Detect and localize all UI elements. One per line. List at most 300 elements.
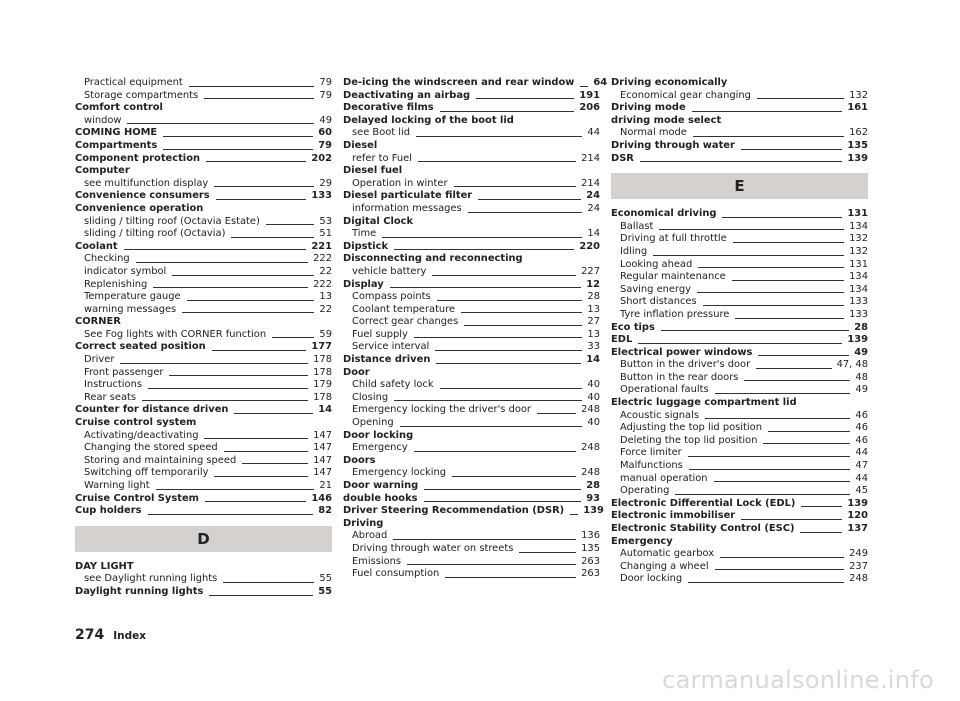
leader-line [172, 275, 314, 276]
index-column-2 [343, 77, 608, 581]
leader-line [205, 501, 306, 502]
index-entry-emissions [343, 556, 600, 569]
leader-line [440, 388, 583, 389]
index-heading-driving-mode-select: driving mode select [611, 114, 722, 126]
entry-term: Electronic Stability Control (ESC) [611, 523, 795, 534]
index-heading-disconnecting-and-reconnecting: Disconnecting and reconnecting [343, 253, 523, 265]
entry-term: Correct gear changes [352, 316, 459, 328]
entry-term: see Daylight running lights [84, 573, 218, 585]
entry-page-number: 14 [586, 354, 600, 366]
entry-term: Changing the stored speed [84, 442, 218, 454]
index-entry-compass-points [343, 291, 600, 304]
entry-term: Driving through water [611, 139, 735, 151]
entry-page-number: 177 [311, 341, 332, 353]
entry-page-number: 147 [313, 454, 332, 466]
entry-page-number: 221 [311, 240, 332, 252]
leader-line [182, 312, 314, 313]
index-entry-short-distances [611, 296, 868, 309]
leader-line [732, 280, 844, 281]
index-entry-correct-seated-position [75, 341, 332, 354]
leader-line [148, 514, 314, 515]
entry-term: Activating/deactivating [84, 429, 199, 441]
index-entry-warning-light [75, 480, 332, 493]
entry-term: Convenience consumers [75, 190, 210, 202]
index-heading-driving-economically: Driving economically [611, 77, 728, 88]
index-heading-delayed-locking-of-the-boot-lid: Delayed locking of the boot lid [343, 114, 514, 126]
leader-line [519, 552, 576, 553]
leader-line [394, 400, 582, 401]
watermark: carmanualsonline.info [662, 666, 934, 694]
entry-term: Electronic Differential Lock (EDL) [611, 497, 796, 509]
entry-term: Switching off temporarily [84, 467, 209, 479]
entry-term: Practical equipment [84, 77, 183, 88]
index-entry-double-hooks [343, 493, 600, 506]
index-entry-storage-compartments [75, 90, 332, 103]
entry-page-number: 46 [855, 422, 868, 434]
entry-page-number: 202 [311, 152, 332, 164]
entry-page-number: 47, 48 [836, 359, 868, 371]
entry-term: Child safety lock [352, 379, 434, 391]
entry-term: window [84, 114, 122, 126]
entry-page-number: 214 [581, 177, 600, 189]
entry-term: Driving through water on streets [352, 542, 514, 554]
entry-term: De-icing the windscreen and rear window [343, 77, 575, 88]
entry-term: Deactivating an airbag [343, 89, 471, 101]
index-entry-emergency-locking-the-driver-s-door [343, 404, 600, 417]
index-heading-diesel-fuel: Diesel fuel [343, 165, 403, 177]
index-entry-looking-ahead [611, 259, 868, 272]
index-entry-coming-home [75, 127, 332, 140]
entry-term: Economical gear changing [620, 89, 751, 101]
entry-page-number: 220 [579, 240, 600, 252]
entry-page-number: 161 [847, 102, 868, 114]
entry-page-number: 24 [586, 190, 600, 202]
index-entry-ballast [611, 221, 868, 234]
index-entry-electronic-immobiliser [611, 510, 868, 523]
entry-page-number: 147 [313, 429, 332, 441]
index-heading-corner: CORNER [75, 316, 121, 328]
leader-line [653, 255, 844, 256]
leader-line [382, 237, 582, 238]
leader-line [272, 337, 314, 338]
entry-page-number: 13 [587, 328, 600, 340]
leader-line [424, 489, 581, 490]
leader-line [120, 363, 308, 364]
index-entry-emergency-locking [343, 467, 600, 480]
leader-line [414, 337, 583, 338]
leader-line [675, 494, 850, 495]
entry-term: Checking [84, 253, 130, 265]
entry-term: Driver [84, 354, 115, 366]
entry-term: Compass points [352, 291, 431, 303]
index-entry-sliding-tilting-roof-octavia-estate [75, 216, 332, 229]
index-entry-time [343, 228, 600, 241]
entry-page-number: 29 [319, 177, 332, 189]
entry-page-number: 249 [849, 548, 868, 560]
entry-page-number: 248 [581, 404, 600, 416]
leader-line [424, 501, 582, 502]
entry-page-number: 59 [319, 328, 332, 340]
index-entry-door-warning [343, 480, 600, 493]
index-entry-convenience-consumers [75, 190, 332, 203]
index-entry-driver [75, 354, 332, 367]
entry-page-number: 64 [593, 77, 608, 88]
leader-line [468, 212, 583, 213]
index-heading-diesel: Diesel [343, 139, 378, 151]
entry-page-number: 133 [849, 296, 868, 308]
entry-term: Fuel supply [352, 328, 408, 340]
entry-page-number: 55 [319, 573, 332, 585]
entry-term: Button in the driver's door [620, 359, 751, 371]
index-entry-switching-off-temporarily [75, 467, 332, 480]
index-heading-day-light: DAY LIGHT [75, 560, 134, 572]
index-heading-electric-luggage-compartment-lid: Electric luggage compartment lid [611, 397, 797, 409]
entry-page-number: 13 [587, 303, 600, 315]
entry-term: Time [352, 228, 377, 240]
entry-page-number: 28 [854, 321, 868, 333]
entry-page-number: 134 [849, 283, 868, 295]
entry-term: Button in the rear doors [620, 371, 739, 383]
leader-line [454, 186, 577, 187]
entry-term: Tyre inflation pressure [620, 308, 730, 320]
entry-term: Short distances [620, 296, 697, 308]
index-entry-malfunctions [611, 460, 868, 473]
entry-page-number: 132 [849, 89, 868, 101]
leader-line [476, 98, 574, 99]
leader-line [478, 199, 581, 200]
entry-page-number: 49 [319, 114, 332, 126]
leader-line [640, 161, 842, 162]
entry-term: COMING HOME [75, 127, 158, 139]
entry-page-number: 132 [849, 245, 868, 257]
entry-page-number: 248 [581, 442, 600, 454]
entry-term: Idling [620, 245, 648, 257]
index-entry-deactivating-an-airbag [343, 90, 600, 103]
leader-line [638, 343, 842, 344]
leader-line [390, 287, 582, 288]
index-entry-operation-in-winter [343, 178, 600, 191]
entry-page-number: 248 [581, 467, 600, 479]
entry-page-number: 24 [587, 202, 600, 214]
entry-term: Closing [352, 391, 389, 403]
entry-term: Operational faults [620, 384, 709, 396]
entry-term: see multifunction display [84, 177, 209, 189]
entry-term: Service interval [352, 341, 430, 353]
entry-term: Storing and maintaining speed [84, 454, 237, 466]
entry-term: Fuel consumption [352, 568, 440, 580]
entry-page-number: 45 [855, 485, 868, 497]
entry-page-number: 14 [318, 404, 332, 416]
entry-page-number: 46 [855, 409, 868, 421]
entry-term: DSR [611, 152, 634, 164]
entry-term: Saving energy [620, 283, 691, 295]
index-entry-electronic-stability-control-esc [611, 523, 868, 536]
index-entry-edl [611, 334, 868, 347]
leader-line [715, 393, 851, 394]
index-entry-changing-the-stored-speed [75, 442, 332, 455]
index-entry-deleting-the-top-lid-position [611, 435, 868, 448]
index-entry-cruise-control-system [75, 493, 332, 506]
leader-line [801, 506, 842, 507]
entry-term: Driver Steering Recommendation (DSR) [343, 505, 565, 517]
leader-line [418, 161, 576, 162]
leader-line [234, 413, 313, 414]
entry-page-number: 263 [581, 568, 600, 580]
entry-page-number: 53 [319, 215, 332, 227]
entry-term: Compartments [75, 139, 158, 151]
index-entry-distance-driven [343, 354, 600, 367]
leader-line [436, 363, 581, 364]
entry-page-number: 135 [581, 542, 600, 554]
leader-line [209, 595, 313, 596]
index-entry-practical-equipment [75, 77, 332, 90]
index-entry-operational-faults [611, 384, 868, 397]
leader-line [187, 300, 315, 301]
entry-term: Replenishing [84, 278, 148, 290]
entry-term: Display [343, 278, 384, 290]
index-entry-emergency [343, 442, 600, 455]
leader-line [693, 136, 844, 137]
entry-term: Distance driven [343, 354, 431, 366]
entry-page-number: 47 [855, 460, 868, 472]
entry-page-number: 135 [847, 139, 868, 151]
entry-term: Driving mode [611, 102, 686, 114]
index-entry-dsr [611, 153, 868, 166]
index-entry-tyre-inflation-pressure [611, 309, 868, 322]
leader-line [659, 229, 844, 230]
index-entry-acoustic-signals [611, 410, 868, 423]
index-entry-checking [75, 253, 332, 266]
leader-line [169, 375, 308, 376]
index-entry-window [75, 115, 332, 128]
leader-line [156, 489, 315, 490]
leader-line [216, 199, 307, 200]
index-entry-saving-energy [611, 284, 868, 297]
index-entry-warning-messages [75, 304, 332, 317]
entry-page-number: 131 [847, 208, 868, 220]
index-entry-decorative-films [343, 102, 600, 115]
index-entry-automatic-gearbox [611, 548, 868, 561]
entry-page-number: 222 [313, 253, 332, 265]
index-entry-adjusting-the-top-lid-position [611, 422, 868, 435]
entry-page-number: 227 [581, 265, 600, 277]
index-entry-rear-seats [75, 392, 332, 405]
entry-page-number: 79 [318, 139, 332, 151]
index-entry-front-passenger [75, 367, 332, 380]
index-entry-coolant [75, 241, 332, 254]
entry-page-number: 82 [318, 505, 332, 517]
leader-line [537, 413, 576, 414]
entry-term: Eco tips [611, 321, 655, 333]
index-entry-economical-gear-changing [611, 90, 868, 103]
entry-term: see Boot lid [352, 127, 411, 139]
leader-line [661, 330, 849, 331]
index-heading-computer: Computer [75, 165, 130, 177]
entry-term: Changing a wheel [620, 560, 709, 572]
leader-line [722, 217, 842, 218]
leader-line [394, 249, 574, 250]
entry-page-number: 146 [311, 492, 332, 504]
index-entry-fuel-consumption [343, 568, 600, 581]
leader-line [416, 136, 582, 137]
entry-term: refer to Fuel [352, 152, 412, 164]
index-entry-see-daylight-running-lights [75, 573, 332, 586]
leader-line [400, 426, 583, 427]
page-number: 274 [75, 627, 105, 643]
leader-line [445, 577, 576, 578]
index-entry-abroad [343, 530, 600, 543]
entry-page-number: 139 [847, 334, 868, 346]
entry-page-number: 33 [587, 341, 600, 353]
entry-page-number: 139 [847, 152, 868, 164]
entry-term: Cruise Control System [75, 492, 199, 504]
entry-page-number: 49 [854, 346, 868, 358]
entry-term: Ballast [620, 220, 654, 232]
leader-line [204, 98, 314, 99]
index-entry-compartments [75, 140, 332, 153]
entry-page-number: 237 [849, 560, 868, 572]
entry-page-number: 21 [319, 480, 332, 491]
entry-term: Diesel particulate filter [343, 190, 473, 202]
leader-line [452, 476, 576, 477]
index-heading-doors: Doors [343, 454, 376, 466]
entry-page-number: 51 [319, 228, 332, 240]
leader-line [715, 569, 845, 570]
entry-term: Emissions [352, 555, 402, 567]
entry-term: Emergency locking the driver's door [352, 404, 531, 416]
leader-line [189, 86, 315, 87]
index-entry-counter-for-distance-driven [75, 404, 332, 417]
leader-line [705, 418, 850, 419]
entry-term: Door warning [343, 480, 419, 491]
index-entry-daylight-running-lights [75, 586, 332, 599]
entry-term: Decorative films [343, 102, 434, 114]
leader-line [440, 111, 575, 112]
entry-term: Regular maintenance [620, 271, 726, 283]
entry-page-number: 22 [319, 265, 332, 277]
leader-line [768, 431, 850, 432]
leader-line [407, 564, 576, 565]
index-entry-de-icing-the-windscreen-and-rear-window [343, 77, 608, 90]
entry-term: Counter for distance driven [75, 404, 229, 416]
entry-page-number: 120 [847, 510, 868, 522]
entry-page-number: 79 [319, 89, 332, 101]
index-entry-sliding-tilting-roof-octavia [75, 228, 332, 241]
index-heading-door-locking: Door locking [343, 429, 414, 441]
index-entry-cup-holders [75, 505, 332, 518]
entry-term: Rear seats [84, 391, 137, 403]
leader-line [204, 438, 308, 439]
entry-term: warning messages [84, 303, 177, 315]
entry-page-number: 178 [313, 354, 332, 366]
leader-line [756, 368, 831, 369]
entry-term: Daylight running lights [75, 585, 204, 597]
entry-page-number: 178 [313, 366, 332, 378]
entry-term: Opening [352, 417, 394, 429]
leader-line [124, 249, 307, 250]
entry-page-number: 49 [855, 384, 868, 396]
leader-line [692, 111, 843, 112]
index-entry-storing-and-maintaining-speed [75, 455, 332, 468]
entry-term: Emergency [352, 442, 408, 454]
entry-page-number: 46 [855, 434, 868, 446]
leader-line [242, 463, 308, 464]
entry-page-number: 28 [586, 480, 600, 491]
entry-term: indicator symbol [84, 265, 167, 277]
index-heading-driving: Driving [343, 517, 384, 529]
leader-line [720, 557, 844, 558]
entry-page-number: 48 [855, 371, 868, 383]
leader-line [703, 305, 845, 306]
entry-page-number: 40 [587, 379, 600, 391]
leader-line [580, 86, 588, 87]
entry-term: sliding / tilting roof (Octavia Estate) [84, 215, 260, 227]
index-entry-diesel-particulate-filter [343, 190, 600, 203]
entry-page-number: 28 [587, 291, 600, 303]
index-entry-electrical-power-windows [611, 347, 868, 360]
index-entry-dipstick [343, 241, 600, 254]
index-entry-correct-gear-changes [343, 316, 600, 329]
index-column-3 [611, 77, 868, 586]
entry-page-number: 133 [311, 190, 332, 202]
entry-page-number: 40 [587, 391, 600, 403]
leader-line [148, 388, 308, 389]
index-entry-idling [611, 246, 868, 259]
leader-line [163, 136, 313, 137]
index-entry-child-safety-lock [343, 379, 600, 392]
leader-line [464, 325, 582, 326]
entry-term: Electronic immobiliser [611, 510, 736, 522]
entry-page-number: 79 [319, 77, 332, 88]
entry-term: Force limiter [620, 447, 682, 459]
index-entry-economical-driving [611, 208, 868, 221]
entry-term: Correct seated position [75, 341, 206, 353]
leader-line [741, 519, 842, 520]
leader-line [698, 267, 844, 268]
entry-term: Operation in winter [352, 177, 448, 189]
entry-page-number: 133 [849, 308, 868, 320]
index-entry-manual-operation [611, 473, 868, 486]
leader-line [432, 275, 576, 276]
entry-term: Storage compartments [84, 89, 199, 101]
entry-term: double hooks [343, 492, 418, 504]
leader-line [570, 514, 578, 515]
index-entry-closing [343, 392, 600, 405]
entry-term: Coolant [75, 240, 118, 252]
index-entry-regular-maintenance [611, 271, 868, 284]
entry-term: See Fog lights with CORNER function [84, 328, 267, 340]
entry-page-number: 214 [581, 152, 600, 164]
entry-term: manual operation [620, 472, 708, 484]
entry-term: Adjusting the top lid position [620, 422, 762, 434]
index-entry-operating [611, 485, 868, 498]
entry-term: Dipstick [343, 240, 389, 252]
index-heading-convenience-operation: Convenience operation [75, 202, 204, 214]
index-entry-force-limiter [611, 447, 868, 460]
index-entry-component-protection [75, 153, 332, 166]
leader-line [744, 380, 850, 381]
entry-term: Economical driving [611, 208, 717, 220]
index-entry-driving-mode [611, 102, 868, 115]
entry-term: Warning light [84, 480, 150, 491]
letter-section-d: D [75, 526, 332, 552]
index-heading-digital-clock: Digital Clock [343, 215, 414, 227]
entry-term: Front passenger [84, 366, 164, 378]
leader-line [266, 224, 315, 225]
page-footer [75, 627, 146, 643]
entry-page-number: 93 [586, 492, 600, 504]
index-heading-cruise-control-system: Cruise control system [75, 417, 197, 429]
